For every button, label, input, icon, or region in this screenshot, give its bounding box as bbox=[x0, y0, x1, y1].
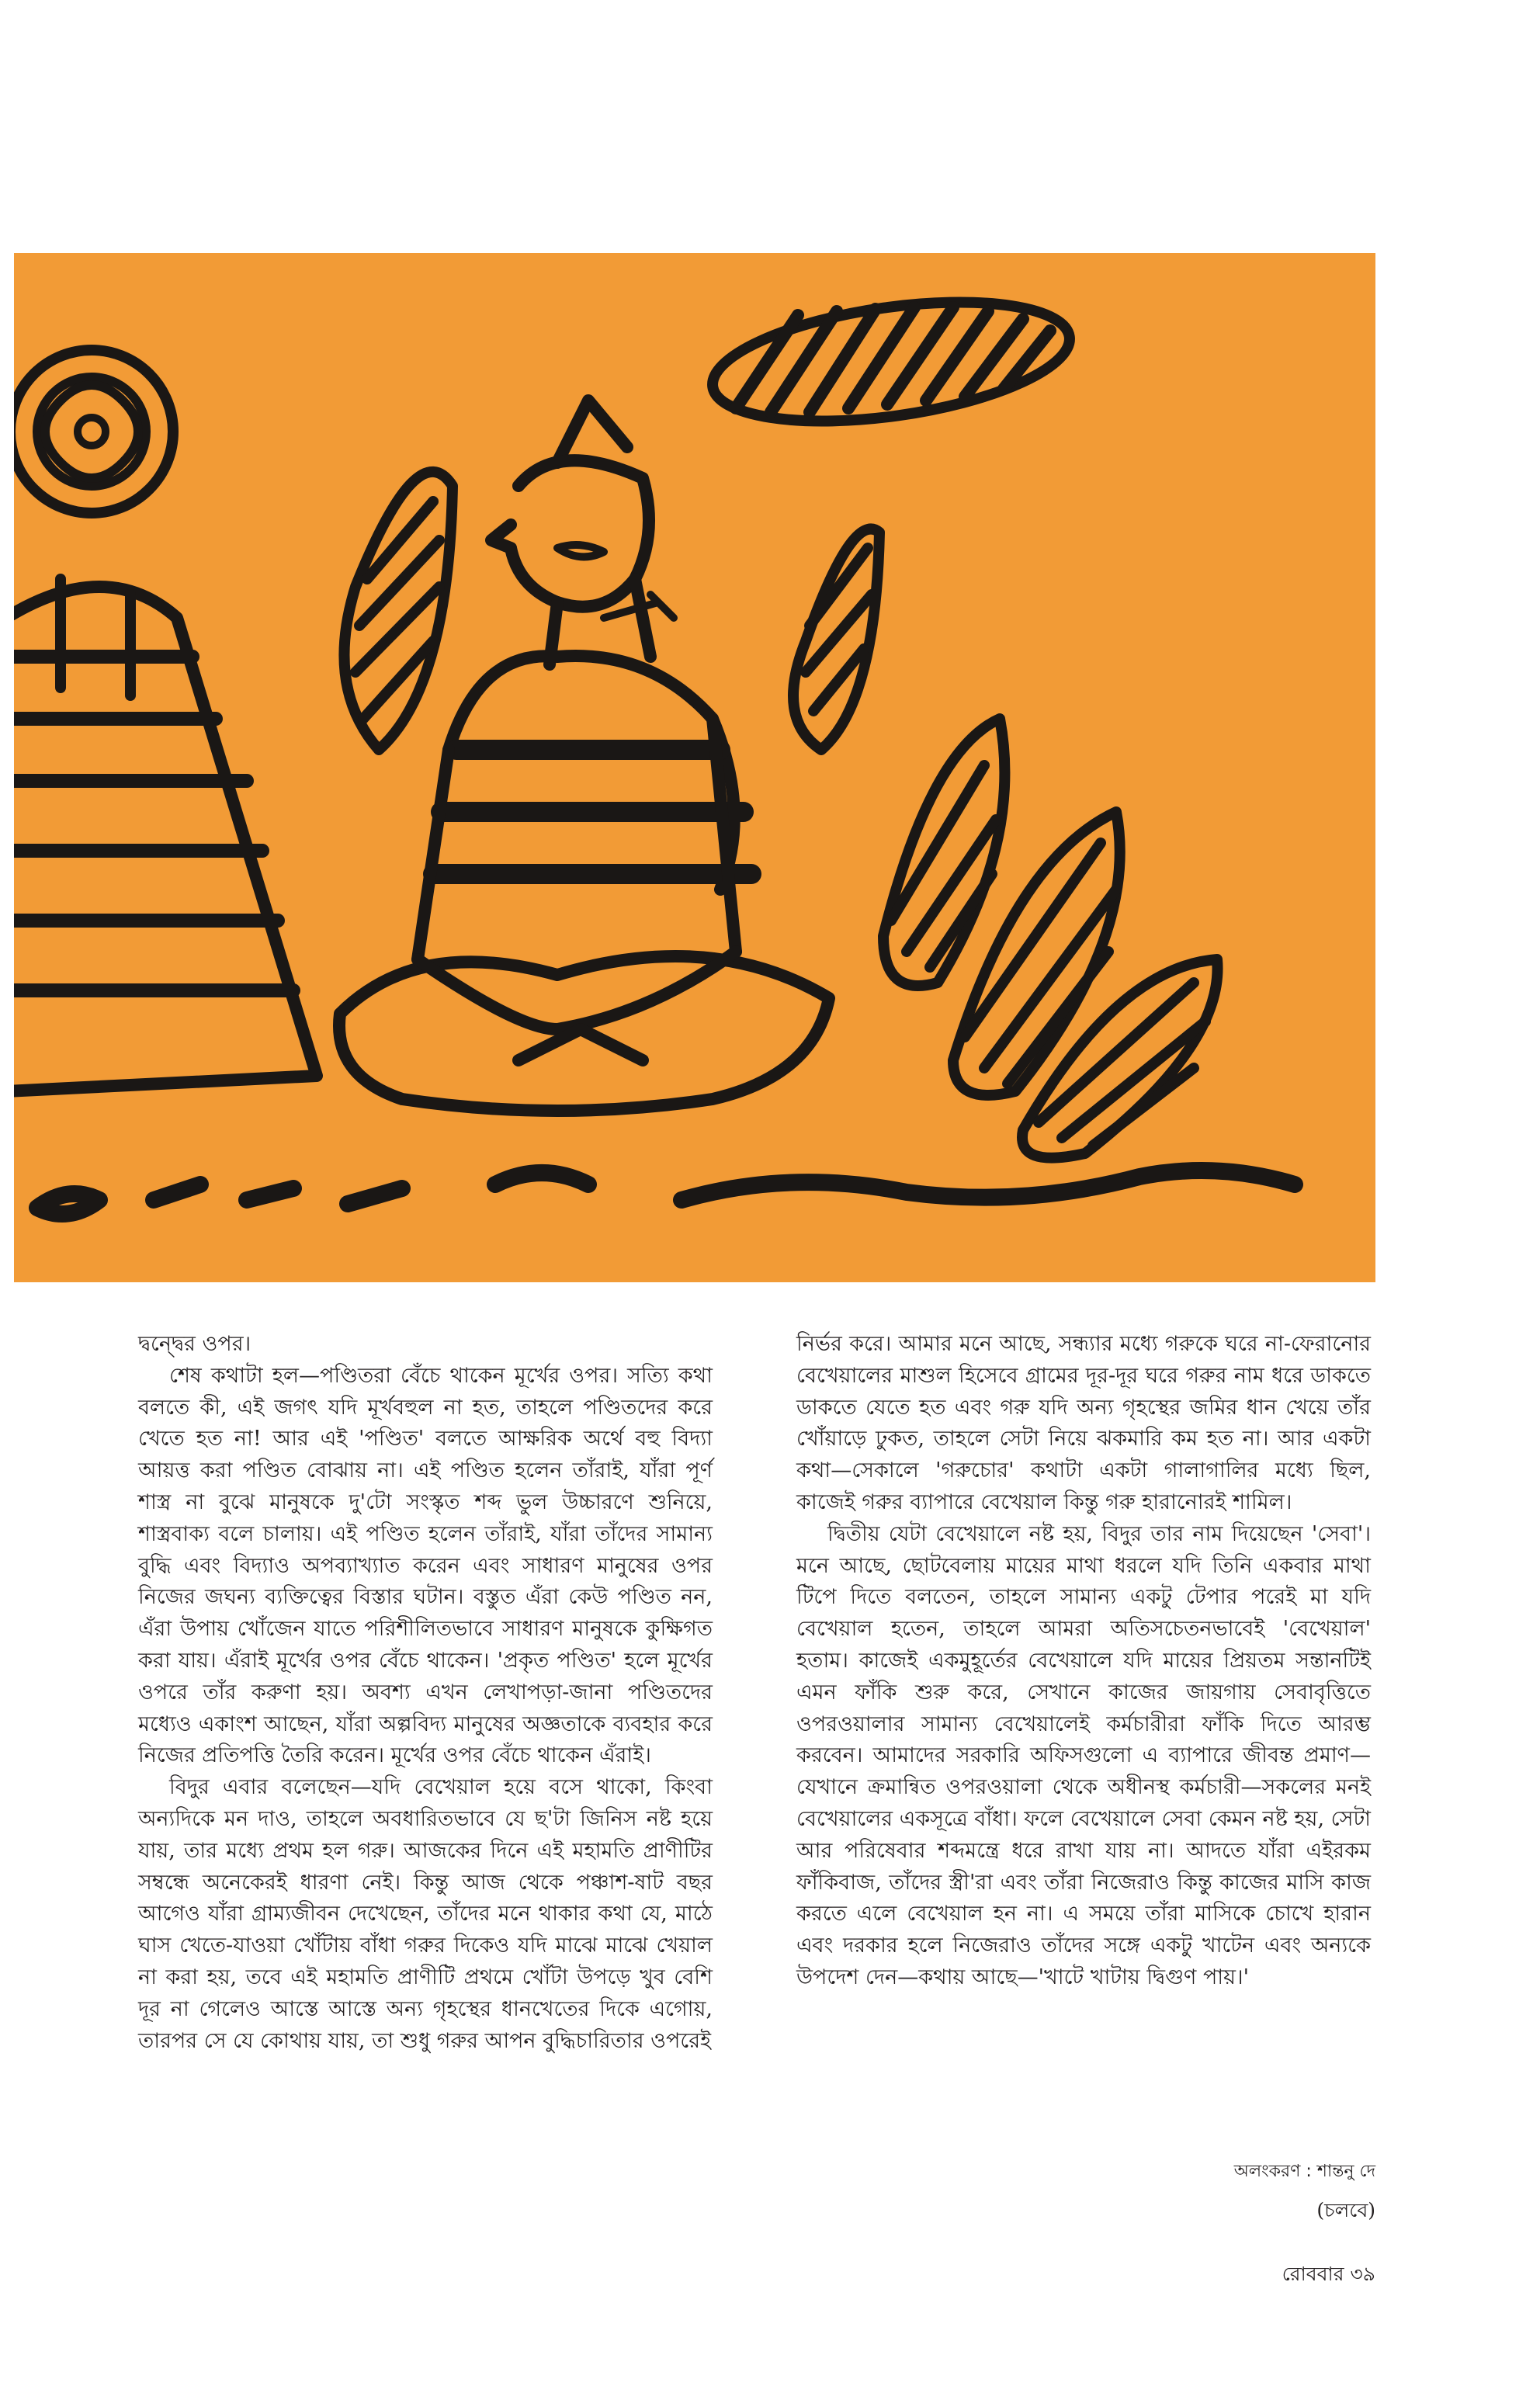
continued-note: (চলবে) bbox=[1316, 2199, 1375, 2221]
page-footer bbox=[1164, 2259, 1375, 2292]
magazine-name: রোববার bbox=[1282, 2263, 1344, 2285]
paragraph: দ্বন্দ্বের ওপর। bbox=[138, 1332, 251, 1356]
illustration-credit: অলংকরণ : শান্তনু দে bbox=[1233, 2162, 1375, 2181]
page-number: ৩৯ bbox=[1350, 2263, 1375, 2285]
article-column-left bbox=[138, 1329, 713, 2057]
paragraph: বিদুর এবার বলেছেন—যদি বেখেয়াল হয়ে বসে থাকো, কিংবা অন্যদিকে মন দাও, তাহলে অবধারিতভাবে যে ছ'টা জিনিস নষ্ট হয়ে যায়, তার মধ্যে প্রথম হল গরু। আজকের দিনে এই মহামতি প্রাণীটির সম্বন্ধে অনেকেরই ধারণা নেই। কিন্তু আজ থেকে পঞ্চাশ-ষাট বছর আগেও যাঁরা গ্রাম্যজীবন দেখেছেন, তাঁদের মনে থাকার কথা যে, মাঠে ঘাস খেতে-যাওয়া খোঁটায় বাঁধা গরুর দিকেও যদি মাঝে মাঝে খেয়াল না করা হয়, তবে এই মহামতি প্রাণীটি প্রথমে খোঁটা উপড়ে খুব বেশি দূর না গেলেও আস্তে আস্তে অন্য গৃহস্থের ধানখেতের দিকে এগোয়, তারপর সে যে কোথায় যায়, তা শুধু গরুর আপন বুদ্ধিচারিতার ওপরেই bbox=[138, 1775, 713, 2053]
paragraph: দ্বিতীয় যেটা বেখেয়ালে নষ্ট হয়, বিদুর তার নাম দিয়েছেন 'সেবা'। মনে আছে, ছোটবেলায় মায়ের মাথা ধরলে যদি তিনি একবার মাথা টিপে দিতে বলতেন, তাহলে সামান্য একটু টেপার পরেই মা যদি বেখেয়াল হতেন, তাহলে আমরা অতিসচেতনভাবেই 'বেখেয়াল' হতাম। কাজেই একমুহূর্তের বেখেয়ালে যদি মায়ের প্রিয়তম সন্তানটিই এমন ফাঁকি শুরু করে, সেখানে কাজের জায়গায় সেবাবৃত্তিতে ওপরওয়ালার সামান্য বেখেয়ালেই কর্মচারীরা ফাঁকি দিতে আরম্ভ করবেন। আমাদের সরকারি অফিসগুলো এ ব্যাপারে জীবন্ত প্রমাণ—যেখানে ক্রমান্বিত ওপরওয়ালা থেকে অধীনস্থ কর্মচারী—সকলের মনই বেখেয়ালের একসূত্রে বাঁধা। ফলে বেখেয়ালে সেবা কেমন নষ্ট হয়, সেটা আর পরিষেবার শব্দমন্ত্রে ধরে রাখা যায় না। আদতে যাঁরা এইরকম ফাঁকিবাজ, তাঁদের স্ত্রী'রা এবং তাঁরা নিজেরাও কিন্তু কাজের মাসি কাজ করতে এলে বেখেয়াল হন না। এ সময়ে তাঁরা মাসিকে চোখে হারান এবং দরকার হলে নিজেরাও তাঁদের সঙ্গে একটু খাটেন এবং অন্যকে উপদেশ দেন—কথায় আছে—'খাটে খাটায় দ্বিগুণ পায়।' bbox=[796, 1521, 1371, 1989]
seated-pandit-illustration bbox=[14, 253, 1375, 1282]
article-column-right bbox=[796, 1329, 1371, 1994]
paragraph: শেষ কথাটা হল—পণ্ডিতরা বেঁচে থাকেন মূর্খের ওপর। সত্যি কথা বলতে কী, এই জগৎ যদি মূর্খবহুল না হত, তাহলে পণ্ডিতদের করে খেতে হত না! আর এই 'পণ্ডিত' বলতে আক্ষরিক অর্থে বহু বিদ্যা আয়ত্ত করা পণ্ডিত বোঝায় না। এই পণ্ডিত হলেন তাঁরাই, যাঁরা পূর্ণ শাস্ত্র না বুঝে মানুষকে দু'টো সংস্কৃত শব্দ ভুল উচ্চারণে শুনিয়ে, শাস্ত্রবাক্য বলে চালায়। এই পণ্ডিত হলেন তাঁরাই, যাঁরা তাঁদের সামান্য বুদ্ধি এবং বিদ্যাও অপব্যাখ্যাত করেন এবং সাধারণ মানুষের ওপর নিজের জঘন্য ব্যক্তিত্বের বিস্তার ঘটান। বস্তুত এঁরা কেউ পণ্ডিত নন, এঁরা উপায় খোঁজেন যাতে পরিশীলিতভাবে সাধারণ মানুষকে কুক্ষিগত করা যায়। এঁরাই মূর্খের ওপর বেঁচে থাকেন। 'প্রকৃত পণ্ডিত' হলে মূর্খের ওপরে তাঁর করুণা হয়। অবশ্য এখন লেখাপড়া-জানা পণ্ডিতদের মধ্যেও একাংশ আছেন, যাঁরা অল্পবিদ্য মানুষের অজ্ঞতাকে ব্যবহার করে নিজের প্রতিপত্তি তৈরি করেন। মূর্খের ওপর বেঁচে থাকেন এঁরাই। bbox=[138, 1363, 713, 1768]
paragraph: নির্ভর করে। আমার মনে আছে, সন্ধ্যার মধ্যে গরুকে ঘরে না-ফেরানোর বেখেয়ালের মাশুল হিসেবে গ্রামের দূর-দূর ঘরে গরুর নাম ধরে ডাকতে ডাকতে যেতে হত এবং গরু যদি অন্য গৃহস্থের জমির ধান খেয়ে তাঁর খোঁয়াড়ে ঢুকত, তাহলে সেটা নিয়ে ঝকমারি কম হত না। আর একটা কথা—সেকালে 'গরুচোর' কথাটা একটা গালাগালির মধ্যে ছিল, কাজেই গরুর ব্যাপারে বেখেয়াল কিন্তু গরু হারানোরই শামিল। bbox=[796, 1332, 1371, 1514]
